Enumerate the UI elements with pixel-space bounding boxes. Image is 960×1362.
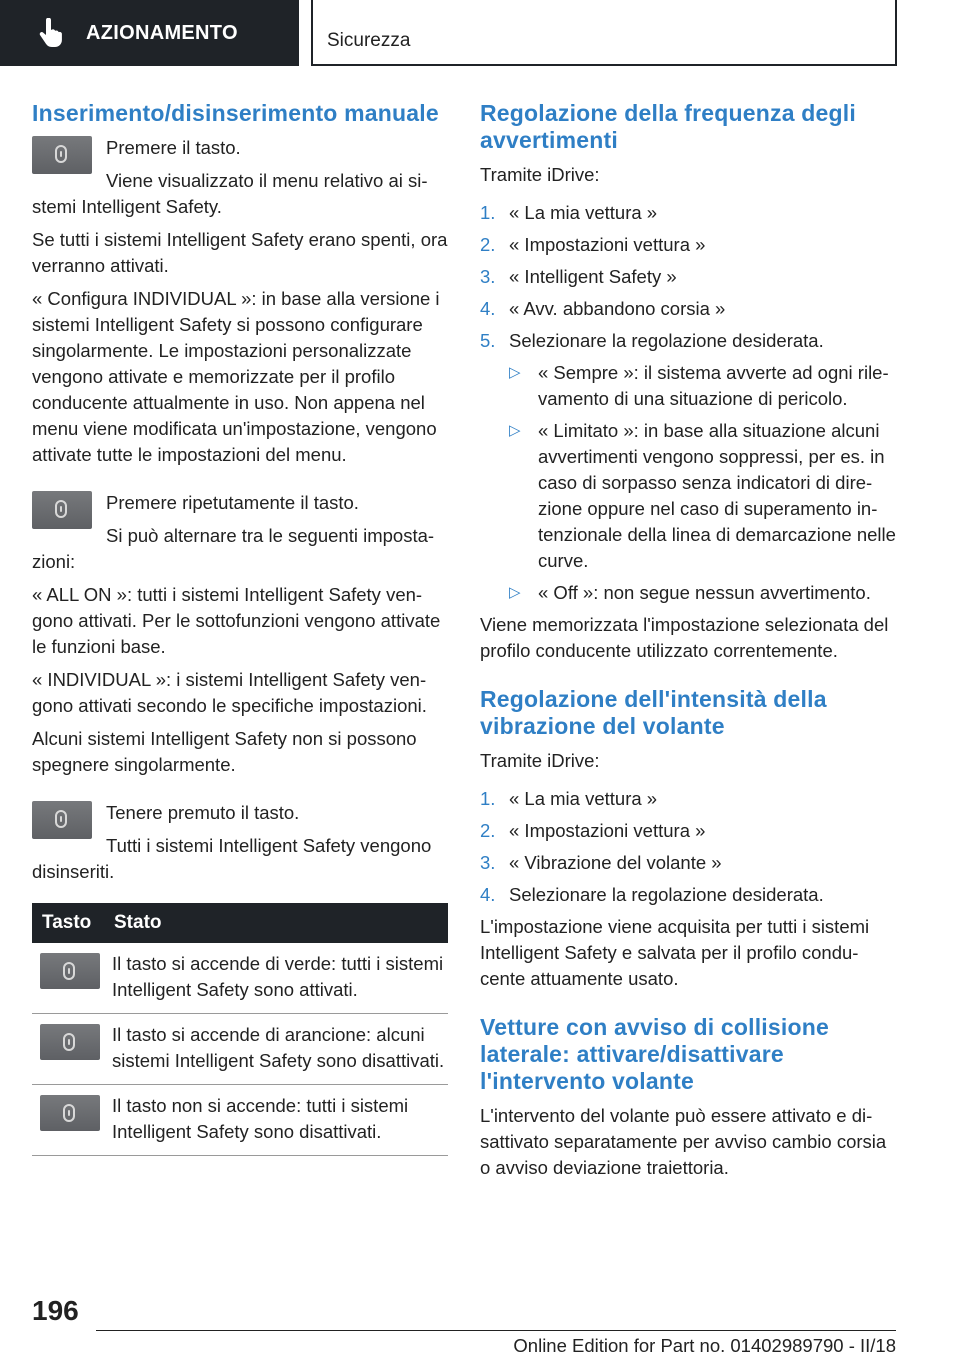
instruction-result: Si può alternare tra le seguenti impostazioni: [32, 525, 435, 572]
left-column [32, 100, 448, 1156]
state-text: Il tasto si accende di verde: tutti i sistemi Intelligent Safety sono attivati. [112, 943, 448, 1014]
paragraph: L'impostazione viene acquisita per tutti i sistemi Intelligent Safety e salvata per il profilo conducente attuamente usato. [480, 916, 870, 989]
subsection-tab [311, 0, 897, 66]
list-item: 4. Selezionare la regolazione desiderata. [480, 884, 824, 905]
paragraph: « INDIVIDUAL »: i sistemi Intelligent Safety vengono attivati secondo le specifiche impostazioni. [32, 669, 427, 716]
heading-vibration-intensity: Regolazione dell'intensità della vibrazione del volante [480, 686, 827, 739]
list-item: ▷ « Sempre »: il sistema avverte ad ogni rilevamento di una situazione di pericolo. [509, 362, 889, 409]
list-item: 3. « Vibrazione del volante » [480, 852, 722, 873]
right-column [480, 100, 896, 1188]
instruction-text: Premere il tasto. [106, 137, 241, 158]
triangle-bullet-icon: ▷ [509, 422, 521, 439]
paragraph: L'intervento del volante può essere attivato e disattivato separatamente per avviso cambio corsia o avviso deviazione traiettoria. [480, 1105, 887, 1178]
paragraph: Alcuni sistemi Intelligent Safety non si possono spegnere singolarmente. [32, 728, 417, 775]
steps-list [480, 786, 896, 908]
paragraph: « ALL ON »: tutti i sistemi Intelligent Safety vengono attivati. Per le sottofunzioni vengono attivate le funzioni base. [32, 584, 441, 657]
list-item: 2. « Impostazioni vettura » [480, 234, 706, 255]
page-header [0, 0, 960, 66]
list-item: 5. Selezionare la regolazione desiderata. ▷ « Sempre »: il sistema avverte ad ogni rilevamento di una situazione di pericolo. ▷ « Limitato »: in base alla situazione alcuni avvertimenti vengono soppressi, per es. in caso di sorpasso senza indicatori di direzione oppure nel caso di superamento intenzionale della linea di demarcazione nelle curve. ▷ « Off »: non segue nessun avvertimento. [480, 328, 896, 606]
list-item: 2. « Impostazioni vettura » [480, 820, 706, 841]
list-item: 3. « Intelligent Safety » [480, 266, 677, 287]
instruction-result: Viene visualizzato il menu relativo ai sistemi Intelligent Safety. [32, 170, 428, 217]
safety-button-icon [32, 491, 92, 529]
safety-button-orange-icon [40, 1024, 100, 1060]
instruction-result: Tutti i sistemi Intelligent Safety vengono disinseriti. [32, 835, 432, 882]
safety-button-green-icon [40, 953, 100, 989]
paragraph: Viene memorizzata l'impostazione selezionata del profilo conducente utilizzato correntemente. [480, 614, 889, 661]
heading-side-collision: Vetture con avviso di collisione laterale: attivare/disattivare l'intervento volante [480, 1014, 829, 1094]
instruction-press-repeatedly [32, 490, 448, 575]
list-item: ▷ « Off »: non segue nessun avvertimento. [509, 580, 896, 606]
section-tab [0, 0, 299, 66]
list-item: 1. « La mia vettura » [480, 788, 658, 809]
state-text: Il tasto non si accende: tutti i sistemi Intelligent Safety sono disattivati. [112, 1085, 448, 1156]
state-text: Il tasto si accende di arancione: alcuni sistemi Intelligent Safety sono disattivati. [112, 1014, 448, 1085]
subsection-title: Sicurezza [327, 30, 411, 51]
heading-warning-frequency: Regolazione della frequenza degli avvertimenti [480, 100, 856, 153]
triangle-bullet-icon: ▷ [509, 364, 521, 381]
intro-text: Tramite iDrive: [480, 164, 600, 185]
table-header-row [32, 903, 448, 943]
list-item: 4. « Avv. abbandono corsia » [480, 298, 726, 319]
instruction-hold [32, 800, 448, 885]
paragraph: « Configura INDIVIDUAL »: in base alla versione i sistemi Intelligent Safety si possono configurare singolarmente. Le impostazioni personalizzate vengono attivate e memorizzate per il profilo conducente attualmente in uso. Non appena nel menu viene modificata un'impostazione, vengono attivate tutte le impostazioni del menu. [32, 288, 440, 465]
edition-note: Online Edition for Part no. 01402989790 - II/18 [513, 1335, 896, 1356]
instruction-text: Premere ripetutamente il tasto. [106, 492, 359, 513]
list-item: ▷ « Limitato »: in base alla situazione alcuni avvertimenti vengono soppressi, per es. in caso di sorpasso senza indicatori di direzione oppure nel caso di superamento intenzionale della linea di demarcazione nelle curve. [509, 420, 896, 571]
intro-text: Tramite iDrive: [480, 750, 600, 771]
list-item: 1. « La mia vettura » [480, 202, 658, 223]
column-header-button: Tasto [32, 903, 112, 943]
table-row [32, 1085, 448, 1156]
steps-list [480, 200, 896, 606]
column-header-state: Stato [112, 903, 448, 943]
button-state-table [32, 903, 448, 1156]
instruction-text: Tenere premuto il tasto. [106, 802, 300, 823]
paragraph: Se tutti i sistemi Intelligent Safety erano spenti, ora verranno attivati. [32, 229, 448, 276]
safety-button-icon [32, 136, 92, 174]
hand-pointer-icon [38, 18, 64, 48]
option-sublist [509, 360, 896, 606]
page-number: 196 [32, 1295, 79, 1326]
heading-manual-toggle: Inserimento/disinserimento manuale [32, 100, 439, 126]
safety-button-off-icon [40, 1095, 100, 1131]
footer-divider [96, 1330, 896, 1331]
safety-button-icon [32, 801, 92, 839]
table-row [32, 943, 448, 1014]
instruction-press [32, 135, 448, 220]
triangle-bullet-icon: ▷ [509, 584, 521, 601]
table-row [32, 1014, 448, 1085]
section-title: AZIONAMENTO [86, 22, 238, 44]
